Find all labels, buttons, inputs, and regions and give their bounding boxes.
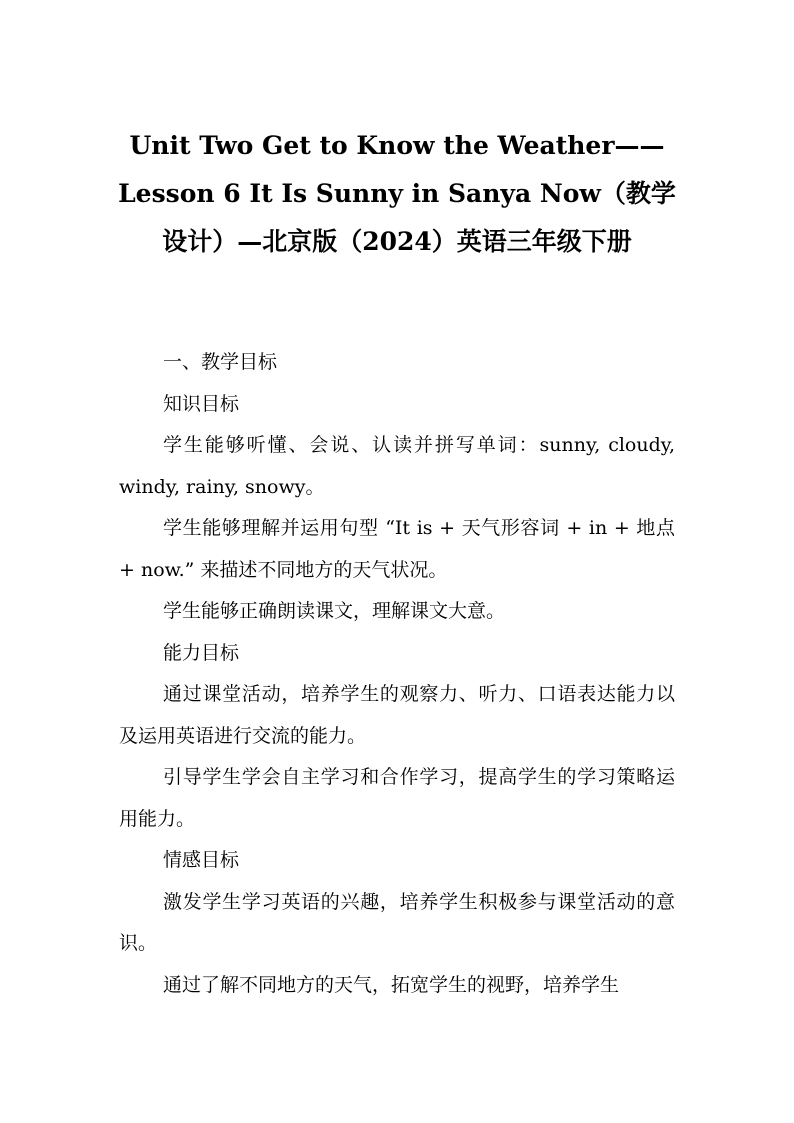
subheading-emotion: 情感目标 bbox=[163, 849, 240, 871]
paragraph-emotion-2: 通过了解不同地方的天气，拓宽学生的视野，培养学生 bbox=[163, 973, 620, 996]
document-title: Unit Two Get to Know the Weather——Lesson 6 It Is Sunny in Sanya Now（教学设计）—北京版（2024）英语三年级下册 bbox=[118, 131, 676, 256]
paragraph-ability-1: 通过课堂活动，培养学生的观察力、听力、口语表达能力以及运用英语进行交流的能力。 bbox=[119, 683, 675, 747]
paragraph-ability-2: 引导学生学会自主学习和合作学习，提高学生的学习策略运用能力。 bbox=[119, 766, 675, 830]
document-body bbox=[119, 342, 675, 1006]
paragraph-reading: 学生能够正确朗读课文，理解课文大意。 bbox=[163, 600, 506, 622]
subheading-ability: 能力目标 bbox=[163, 641, 240, 664]
paragraph-emotion-1: 激发学生学习英语的兴趣，培养学生积极参与课堂活动的意识。 bbox=[119, 890, 675, 954]
paragraph-vocabulary: 学生能够听懂、会说、认读并拼写单词：sunny, cloudy, windy, rainy, snowy。 bbox=[119, 434, 675, 498]
section-heading-objectives: 一、教学目标 bbox=[163, 351, 278, 373]
paragraph-sentence-pattern: 学生能够理解并运用句型 “It is + 天气形容词 + in + 地点 + now.” 来描述不同地方的天气状况。 bbox=[119, 517, 675, 581]
subheading-knowledge: 知识目标 bbox=[163, 392, 240, 415]
